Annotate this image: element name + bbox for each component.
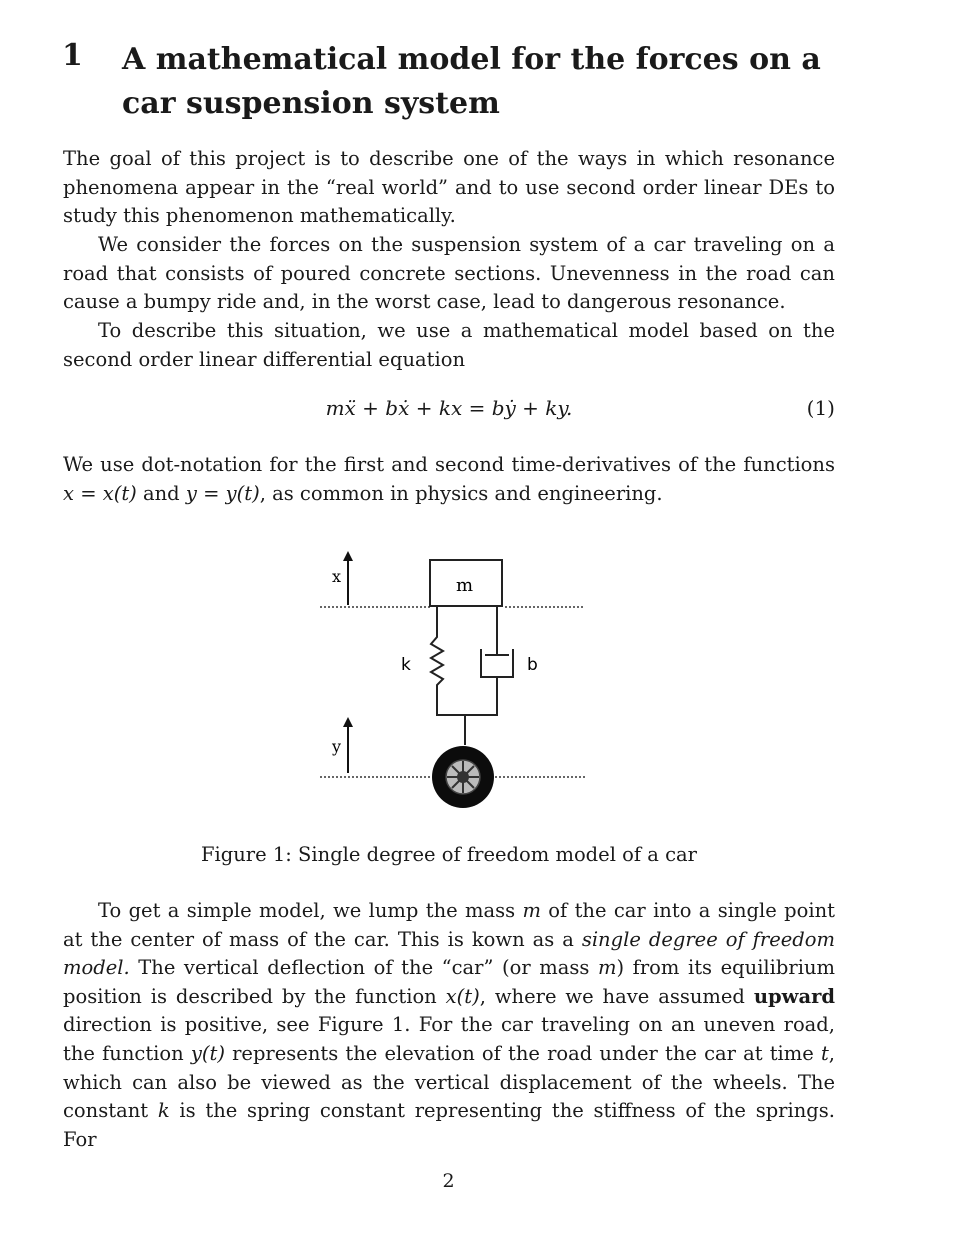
page-number: 2	[442, 1170, 455, 1192]
y-axis-label: y	[332, 737, 342, 756]
mass-symbol-2: m	[597, 956, 617, 980]
x-function: x(t)	[445, 984, 480, 1008]
figure-caption: Figure 1: Single degree of freedom model of a car	[201, 843, 697, 866]
notation-text-1: We use dot-notation for the first and second time-derivatives of the functions	[63, 453, 835, 476]
damping-constant-label: b	[527, 655, 538, 675]
body-text-1: To get a simple model, we lump the mass	[98, 899, 523, 922]
body-text-2: of the car into a single point at the center of mass of the car. This is kown as a	[63, 899, 835, 951]
y-arrow-head-icon	[343, 717, 353, 727]
notation-paragraph	[63, 451, 835, 508]
y-definition: y = y(t)	[185, 481, 260, 505]
body-text-8: , which can also be viewed as the vertical displacement of the wheels. The constant	[63, 1041, 835, 1123]
body-text-7: represents the elevation of the road under the car at time	[224, 1041, 821, 1065]
section-number: 1	[62, 38, 83, 73]
body-text-3: The vertical deflection of the “car” (or mass	[129, 956, 598, 980]
notation-and: and	[136, 481, 186, 505]
body-text-5: , where we have assumed	[479, 984, 754, 1008]
x-definition: x = x(t)	[63, 481, 137, 505]
intro-paragraph-3: To describe this situation, we use a mathematical model based on the second order linear differential equation	[63, 319, 835, 371]
mass-symbol: m	[522, 899, 541, 922]
spring-icon	[431, 607, 443, 715]
x-axis-label: x	[332, 567, 342, 586]
x-arrow-head-icon	[343, 551, 353, 561]
body-text-6: direction is positive, see Figure 1. For the car traveling on an uneven road, the function	[63, 1013, 835, 1065]
upward-emphasis: upward	[753, 984, 835, 1008]
mass-label: m	[456, 575, 474, 596]
section-title: A mathematical model for the forces on a car suspension system	[122, 42, 821, 121]
body-text-4: ) from its equilibrium position is described by the function	[63, 956, 835, 1008]
body-paragraph	[63, 897, 835, 1154]
notation-text-2: , as common in physics and engineering.	[259, 481, 663, 505]
time-symbol: t	[820, 1041, 829, 1065]
suspension-figure	[315, 545, 595, 835]
spring-constant-symbol: k	[157, 1099, 170, 1123]
body-text-9: is the spring constant representing the stiffness of the springs. For	[63, 1099, 835, 1151]
y-function: y(t)	[190, 1041, 225, 1065]
spring-constant-label: k	[401, 655, 411, 675]
intro-paragraph-1: The goal of this project is to describe one of the ways in which resonance phenomena appear in the “real world” and to use second order linear DEs to study this phenomenon mathematically.	[63, 147, 835, 228]
intro-paragraph-2: We consider the forces on the suspension system of a car traveling on a road that consists of poured concrete sections. Unevenness in the road can cause a bumpy ride and, in the worst case, lead to dangerous resonance.	[63, 233, 835, 314]
equation-text: mẍ + bẋ + kx = bẏ + ky.	[325, 396, 573, 420]
equation-number: (1)	[806, 396, 835, 420]
equation-1	[63, 396, 835, 428]
sdof-term: single degree of freedom model.	[63, 927, 835, 980]
